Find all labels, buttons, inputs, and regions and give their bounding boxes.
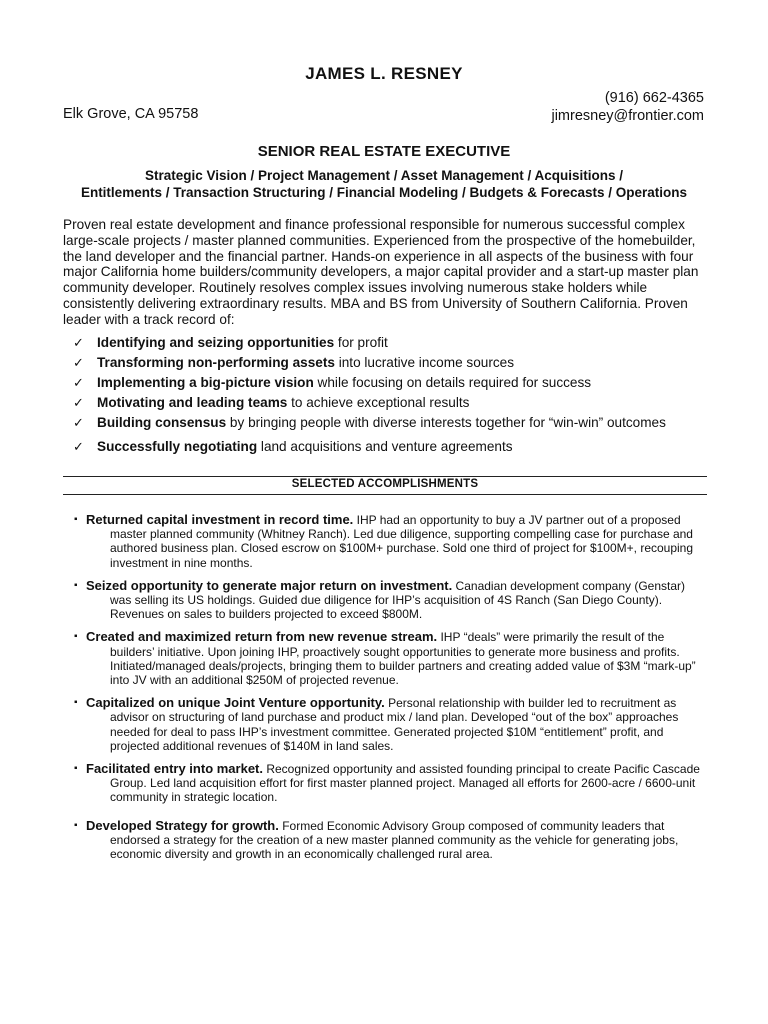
email-address: jimresney@frontier.com <box>551 108 704 124</box>
keywords <box>40 167 728 201</box>
keywords-line: Entitlements / Transaction Structuring / Financial Modeling / Budgets & Forecasts / Operations <box>80 185 688 200</box>
strength-text: while focusing on details required for success <box>313 375 592 390</box>
phone-number: (916) 662-4365 <box>604 90 704 106</box>
accomplishment-text: IHP “deals” were primarily the result of the builders’ initiative. Upon joining IHP, proactively sought opportunities to generate more business and profits. Initiated/managed deals/projects, bringing them to builder partners and creating added value of $3M “mark-up” into JV with an additional $250M of projected revenue. <box>110 630 696 688</box>
accomplishment-text: Personal relationship with builder led to recruitment as advisor on structuring of land purchase and product mix / land plan. Developed “out of the box” approaches needed for deal to pass IHP’s investment committee. Generated projected $10M “entitlement” profit, and projected additional revenues of $140M in land sales. <box>110 696 679 753</box>
strength-bold: Building consensus <box>97 415 227 430</box>
accomplishment-text: Canadian development company (Genstar) was selling its US holdings. Guided due diligence for IHP’s acquisition of 4S Ranch (San Diego County). Revenues on sales to builders projected to exceed $800M. <box>110 578 686 622</box>
strength-text: land acquisitions and venture agreements <box>257 439 513 454</box>
strength-text: by bringing people with diverse interests together for “win-win” outcomes <box>226 415 666 430</box>
strength-item <box>63 333 713 353</box>
checkmark-icon: ✓ <box>73 395 84 410</box>
accomplishment-title: Created and maximized return from new revenue stream. <box>86 629 438 645</box>
strength-item <box>63 413 713 433</box>
summary-paragraph: Proven real estate development and finance professional responsible for numerous successful complex large-scale projects / master planned communities. Experienced from the prospective of the homebuilder, the land developer and the financial partner. Hands-on experience in all aspects of the business with four major California home builders/community developers, a major capital provider and a start-up master plan community developer. Routinely resolves complex issues involving numerous stake holders while consistently delivering extraordinary results. MBA and BS from University of Southern California. Proven leader with a track record of: <box>63 217 699 327</box>
strength-bold: Motivating and leading teams <box>97 395 288 410</box>
accomplishment-text: Recognized opportunity and assisted founding principal to create Pacific Cascade Group. Led land acquisition effort for first master planned project. Managed all efforts for 2600-acre / 6600-unit community in strategic location. <box>110 762 700 805</box>
checkmark-icon: ✓ <box>73 335 84 350</box>
strength-item <box>63 353 713 373</box>
accomplishment-item <box>72 819 708 862</box>
accomplishments-list <box>72 513 708 870</box>
square-bullet-icon: ▪ <box>74 819 78 831</box>
location: Elk Grove, CA 95758 <box>63 106 199 122</box>
square-bullet-icon: ▪ <box>74 763 78 775</box>
strength-bold: Transforming non-performing assets <box>97 355 335 370</box>
accomplishment-text: IHP had an opportunity to buy a JV partner out of a proposed master planned community (Whitney Ranch). Led due diligence, supporting compelling case for purchase and authored business plan. Closed escrow on $100M+ purchase. Sold one third of project for $100M+, recouping investment in nine months. <box>110 513 694 570</box>
contact-block <box>551 89 704 125</box>
accomplishment-item <box>72 513 708 570</box>
square-bullet-icon: ▪ <box>74 631 78 643</box>
strength-item <box>63 393 713 413</box>
accomplishment-item <box>72 579 708 622</box>
accomplishment-title: Developed Strategy for growth. <box>86 817 279 833</box>
accomplishment-item <box>72 762 708 805</box>
strength-text: into lucrative income sources <box>334 355 514 370</box>
checkmark-icon: ✓ <box>73 375 84 390</box>
section-title: SELECTED ACCOMPLISHMENTS <box>291 478 479 490</box>
accomplishment-item <box>72 696 708 753</box>
strength-item <box>63 437 713 457</box>
checkmark-icon: ✓ <box>73 355 84 370</box>
accomplishment-title: Capitalized on unique Joint Venture opportunity. <box>86 695 385 711</box>
checkmark-icon: ✓ <box>73 439 84 454</box>
strength-text: for profit <box>334 335 388 350</box>
section-divider <box>63 476 707 477</box>
strengths-list <box>63 333 713 457</box>
strength-bold: Implementing a big-picture vision <box>97 375 314 390</box>
accomplishment-text: Formed Economic Advisory Group composed of community leaders that endorsed a strategy for the creation of a new master planned community as the vehicle for generating jobs, economic diversity and growth in an economically challenged rural area. <box>110 818 679 862</box>
section-divider <box>63 494 707 495</box>
square-bullet-icon: ▪ <box>74 514 78 525</box>
checkmark-icon: ✓ <box>73 415 84 430</box>
strength-bold: Identifying and seizing opportunities <box>97 335 335 350</box>
headline: SENIOR REAL ESTATE EXECUTIVE <box>257 143 511 160</box>
accomplishment-title: Seized opportunity to generate major return on investment. <box>86 577 453 593</box>
accomplishment-title: Returned capital investment in record time. <box>86 512 354 527</box>
square-bullet-icon: ▪ <box>74 697 78 709</box>
strength-bold: Successfully negotiating <box>97 439 258 454</box>
accomplishment-item <box>72 630 708 687</box>
keywords-line: Strategic Vision / Project Management / Asset Management / Acquisitions / <box>144 168 624 183</box>
strength-text: to achieve exceptional results <box>287 395 470 410</box>
strength-item <box>63 373 713 393</box>
candidate-name: JAMES L. RESNEY <box>305 64 463 83</box>
square-bullet-icon: ▪ <box>74 579 78 591</box>
accomplishment-title: Facilitated entry into market. <box>86 761 263 777</box>
